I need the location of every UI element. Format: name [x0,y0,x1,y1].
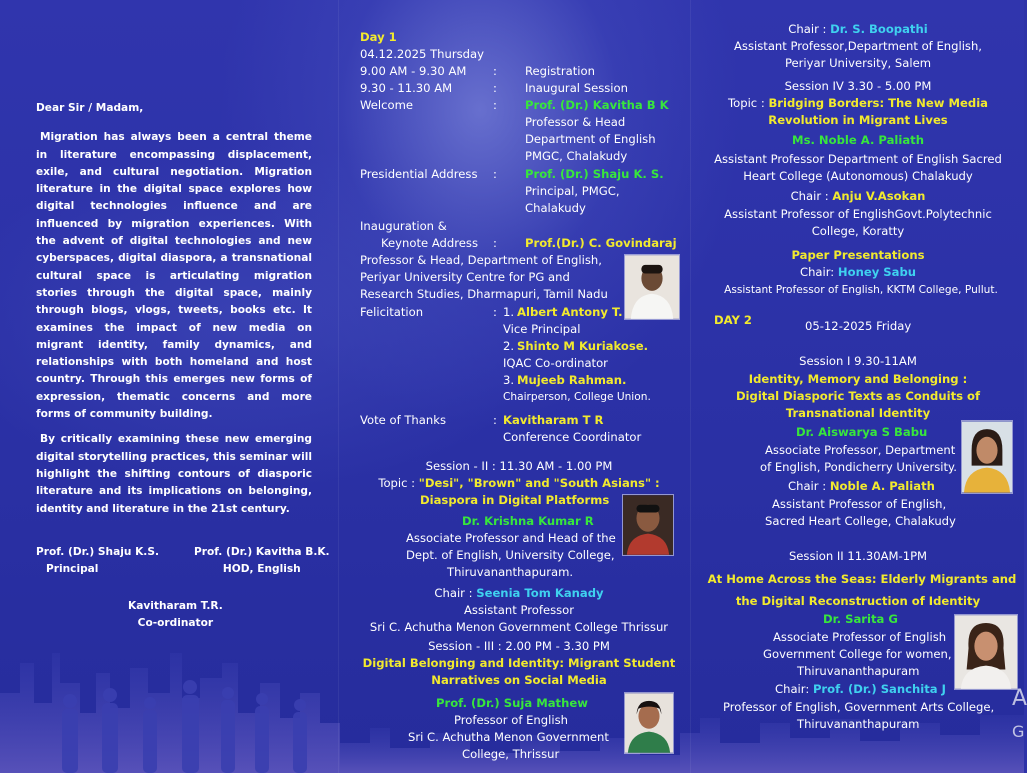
session2-chair-role: Sri C. Achutha Menon Government College Thrissur [369,620,669,634]
day2-date: 05-12-2025 Friday [805,319,912,333]
panel-fold-1 [338,0,339,773]
day2-session2-speaker-role: Associate Professor of English [773,630,947,644]
welcome-role: PMGC, Chalakudy [525,149,628,163]
day2-session1-speaker-role: of English, Pondicherry University. [760,460,957,474]
session4-chair [700,189,1016,204]
day2-session2-topic: At Home Across the Seas: Elderly Migrants and [707,572,1017,586]
session4-speaker-role: Heart College (Autonomous) Chalakudy [743,169,973,183]
felicitation-role: IQAC Co-ordinator [503,356,608,370]
colon: : [493,413,497,427]
cover-edge-letter: A [1012,686,1027,711]
colon: : [493,305,497,319]
session2-topic [360,476,678,491]
chair-label: Chair: [799,265,835,279]
session2-topic-cont: Diaspora in Digital Platforms [420,493,610,507]
paper-presentations-chair [700,265,1016,280]
welcome-role: Department of English [525,132,656,146]
session2-speaker-role: Associate Professor and Head of the [406,531,616,545]
inaugural-session: Inaugural Session [525,81,628,95]
session2-speaker-role: Thiruvananthapuram. [447,565,574,579]
welcome-label: Welcome [360,98,414,112]
session4-speaker: Ms. Noble A. Paliath [792,133,924,147]
session2-speaker-photo [622,494,674,556]
chair-name: Dr. S. Boopathi [830,22,928,36]
keynote-label: Keynote Address [381,236,478,250]
session4-speaker-role: Assistant Professor Department of English Sacred [714,152,1002,166]
colon: : [493,98,497,112]
day1-date: 04.12.2025 Thursday [360,47,484,61]
day2-session1-time: Session I 9.30-11AM [799,354,917,368]
session3-speaker-role: Professor of English [454,713,568,727]
keynote-role: Professor & Head, Department of English, [360,253,602,267]
felicitation-speaker: Shinto M Kuriakose. [517,339,649,353]
presidential-role: Principal, PMGC, [525,184,620,198]
session3-speaker: Prof. (Dr.) Suja Mathew [436,696,588,710]
session2-chair-role: Assistant Professor [463,603,575,617]
cover-edge-letter: G [1012,722,1025,741]
session2-speaker-role: Dept. of English, University College, [406,548,615,562]
signature-principal [36,544,159,578]
day2-session2-speaker-photo [954,614,1018,690]
session3-speaker-photo [624,692,674,754]
session3-chair [700,22,1016,37]
signature-name: Prof. (Dr.) Shaju K.S. [36,546,159,558]
day2-session2-speaker-role: Government College for women, [763,647,952,661]
vote-role: Conference Coordinator [503,430,642,444]
day2-session2-chair [775,682,946,697]
closing-paragraph: By critically examining these new emerging digital storytelling practices, this seminar will highlight the shifting contours of diasporic literature and its implications on belonging, identity and literature in the 21st century. [36,433,312,515]
panel-fold-2 [690,0,691,773]
intro-paragraph: Migration has always been a central theme in literature encompassing displacement, exile, and cultural negotiation. Migration literature in the digital space explores how digital technologies influence and are influenced by migration experiences. With the advent of digital technologies and new cyberspaces, digital diaspora, a transnational cultural space is articulating migration stories through the digital space, mainly through blogs, vlogs, tweets, books etc. It examines the impact of new media on migrant identity, family dynamics, and relationships with both homeland and host country. Through this emerges new forms of expression, thematic concerns and more forms of community building. [36,131,312,421]
topic-title: Bridging Borders: The New Media [768,96,988,110]
keynote-role: Research Studies, Dharmapuri, Tamil Nadu [360,287,608,301]
session4-topic-cont: Revolution in Migrant Lives [768,113,948,127]
session3-chair-role: Assistant Professor,Department of English, [734,39,982,53]
day2-session2-topic: the Digital Reconstruction of Identity [735,594,981,608]
chair-name: Anju V.Asokan [832,189,926,203]
day2-session1-chair-role: Sacred Heart College, Chalakudy [765,514,956,528]
welcome-role: Professor & Head [525,115,626,129]
day2-session1-speaker: Dr. Aiswarya S Babu [796,425,928,439]
session4-chair-role: College, Koratty [811,224,905,238]
signature-role: Principal [46,563,99,575]
chair-name: Noble A. Paliath [829,479,935,493]
felicitation-number: 3. [503,373,515,387]
felicitation-role: Chairperson, College Union. [503,391,651,403]
keynote-speaker-photo [624,254,680,320]
vote-label: Vote of Thanks [360,413,446,427]
time-inaugural: 9.30 - 11.30 AM [360,81,453,95]
colon: : [493,64,497,78]
session2-chair [360,586,678,601]
chair-label: Chair : [788,479,827,493]
signature-name: Prof. (Dr.) Kavitha B.K. [194,546,330,558]
felicitation-speaker: Mujeeb Rahman. [517,373,627,387]
chair-label: Chair : [788,22,827,36]
chair-label: Chair : [434,586,473,600]
keynote-role: Periyar University Centre for PG and [360,270,570,284]
session3-speaker-role: Sri C. Achutha Menon Government [408,730,609,744]
chair-name: Honey Sabu [837,265,917,279]
time-registration: 9.00 AM - 9.30 AM [360,64,467,78]
day2-session1-topic: Transnational Identity [785,406,931,420]
session2-time: Session - II : 11.30 AM - 1.00 PM [425,459,613,473]
felicitation-speaker: Albert Antony T. [517,305,623,319]
day2-session1-chair-role: Assistant Professor of English, [772,497,947,511]
keynote-speaker: Prof.(Dr.) C. Govindaraj [525,236,677,250]
day2-session1-topic: Digital Diasporic Texts as Conduits of [735,389,981,403]
presidential-label: Presidential Address [360,167,478,181]
felicitation-number: 1. [503,305,515,319]
chair-label: Chair : [790,189,829,203]
chair-name: Prof. (Dr.) Sanchita J [812,682,946,696]
day2-session2-chair-role: Thiruvananthapuram [797,717,920,731]
day2-session1-speaker-role: Associate Professor, Department [765,443,956,457]
presidential-speaker: Prof. (Dr.) Shaju K. S. [525,167,664,181]
signature-role: HOD, English [222,563,301,575]
session4-topic [700,96,1016,111]
topic-title: "Desi", "Brown" and "South Asians" : [418,476,660,490]
signature-role: Co-ordinator [137,617,214,629]
letter-panel [36,100,312,526]
session3-time: Session - III : 2.00 PM - 3.30 PM [428,639,610,653]
colon: : [493,236,497,250]
session4-time: Session IV 3.30 - 5.00 PM [784,79,932,93]
day2-session2-speaker: Dr. Sarita G [823,612,898,626]
day2-session1-speaker-photo [961,420,1013,494]
day2-session1-topic: Identity, Memory and Belonging : [748,372,968,386]
inauguration-label: Inauguration & [360,219,447,233]
greeting: Dear Sir / Madam, [36,102,144,114]
day2-session2-chair-role: Professor of English, Government Arts College, [723,700,995,714]
felicitation-label: Felicitation [360,305,424,319]
session4-chair-role: Assistant Professor of EnglishGovt.Polytechnic [724,207,992,221]
day2-session2-speaker-role: Thiruvananthapuram [797,664,920,678]
paper-presentations-title: Paper Presentations [791,248,925,262]
topic-label: Topic : [378,476,416,490]
day2-heading: DAY 2 [714,313,752,327]
colon: : [493,167,497,181]
session3-topic: Digital Belonging and Identity: Migrant Student [362,656,676,670]
chair-name: Seenia Tom Kanady [476,586,604,600]
signature-coordinator [128,598,223,632]
registration: Registration [525,64,595,78]
day2-session2-time: Session II 11.30AM-1PM [788,549,928,563]
day2-session1-chair [788,479,935,494]
session3-speaker-role: College, Thrissur [462,747,560,761]
presidential-role: Chalakudy [525,201,586,215]
paper-presentations-chair-role: Assistant Professor of English, KKTM College, Pullut. [724,284,998,296]
welcome-speaker: Prof. (Dr.) Kavitha B K [525,98,669,112]
colon: : [493,81,497,95]
felicitation-role: Vice Principal [503,322,581,336]
topic-label: Topic : [728,96,765,110]
signature-name: Kavitharam T.R. [128,600,223,612]
day1-heading: Day 1 [360,30,397,44]
session3-topic-cont: Narratives on Social Media [431,673,607,687]
felicitation-number: 2. [503,339,515,353]
signature-hod [194,544,330,578]
session3-chair-role: Periyar University, Salem [784,56,932,70]
chair-label: Chair: [775,682,810,696]
session2-speaker: Dr. Krishna Kumar R [462,514,594,528]
vote-speaker: Kavitharam T R [503,413,604,427]
